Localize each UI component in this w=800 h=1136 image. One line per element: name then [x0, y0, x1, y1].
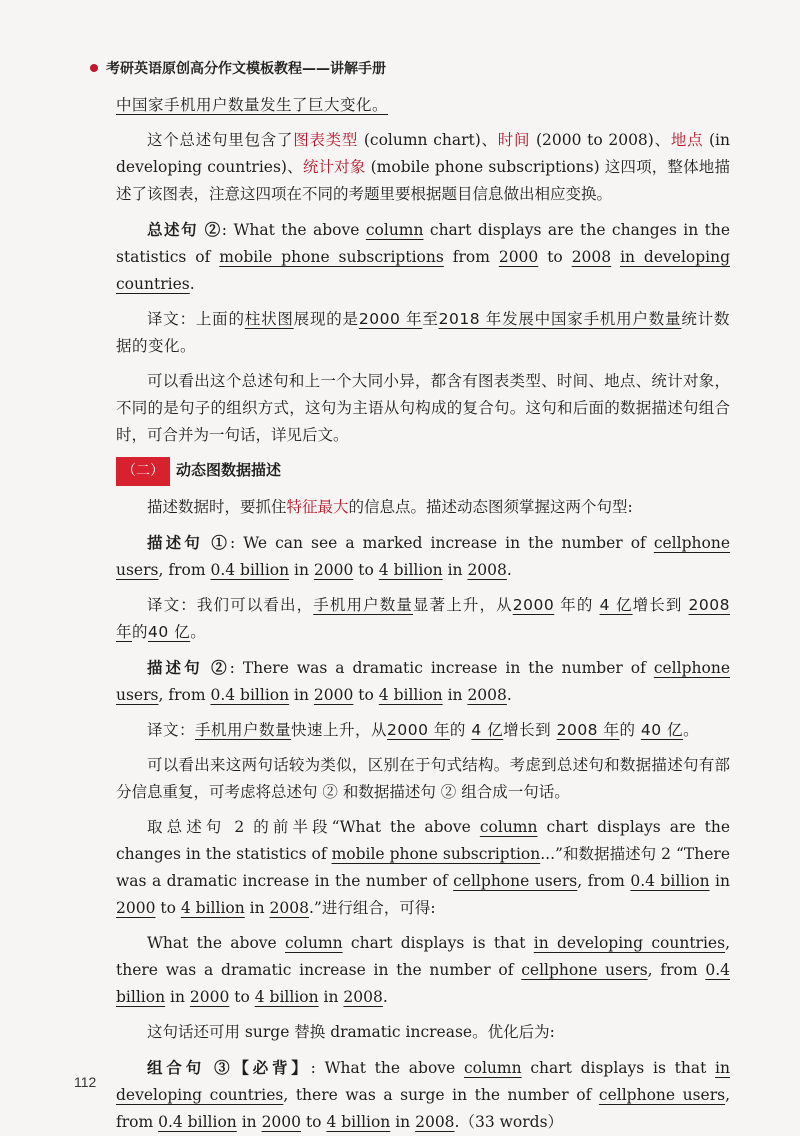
running-head	[106, 58, 730, 78]
explanation-paragraph-6: 这句话还可用 surge 替换 dramatic increase。优化后为:	[147, 1023, 555, 1041]
combined-sentence-3: 组合句 ③【必背】: What the above column chart displays is that in developing countries, there was a surge in the number of cellphone users, from 0.4 billion in 2000 to 4 billion in 2008.（33 words）	[116, 1058, 731, 1131]
page-number: 112	[74, 1074, 97, 1090]
continued-translation-text: 中国家手机用户数量发生了巨大变化。	[116, 96, 389, 114]
key-time: 时间	[497, 131, 531, 149]
section-number-label: （二）	[116, 457, 170, 486]
explanation-paragraph-3: 描述数据时，要抓住特征最大的信息点。描述动态图须掌握这两个句型:	[147, 498, 633, 516]
explanation-paragraph-5: 取总述句 2 的前半段“What the above column chart displays are the changes in the statistics of mobile phone subscription...”和数据描述句 2 “There was a dramatic increase in the number of cellphone users, from 0.4 billion in 2000 to 4 billion in 2008.”进行组合，可得:	[116, 818, 731, 917]
key-largest-feature: 特征最大	[286, 498, 349, 516]
explanation-paragraph-4: 可以看出来这两句话较为类似，区别在于句式结构。考虑到总述句和数据描述句有部分信息重复，可考虑将总述句 ② 和数据描述句 ② 组合成一句话。	[116, 756, 730, 801]
word-count: （33 words）	[459, 1113, 564, 1131]
running-head-title: 考研英语原创高分作文模板教程——讲解手册	[106, 61, 386, 77]
translation-1: 译文：上面的柱状图展现的是2000 年至2018 年发展中国家手机用户数量统计数据的变化。	[116, 310, 730, 355]
description-sentence-2-label: 描述句 ②	[147, 658, 230, 677]
combined-sentence-3-label: 组合句 ③【必背】	[147, 1058, 311, 1077]
description-sentence-2: 描述句 ②: There was a dramatic increase in the number of cellphone users, from 0.4 billion in 2000 to 4 billion in 2008.	[116, 658, 730, 704]
summary-sentence-2: 总述句 ②: What the above column chart displays are the changes in the statistics of mobile phone subscriptions from 2000 to 2008 in developing countries.	[116, 220, 731, 293]
combined-sentence: What the above column chart displays is that in developing countries, there was a dramatic increase in the number of cellphone users, from 0.4 billion in 2000 to 4 billion in 2008.	[116, 934, 730, 1006]
translation-2: 译文：我们可以看出，手机用户数量显著上升，从2000 年的 4 亿增长到 2008 年的40 亿。	[116, 596, 730, 641]
key-subject: 统计对象	[302, 158, 366, 176]
explanation-paragraph-1: 这个总述句里包含了图表类型 (column chart)、时间 (2000 to 2008)、地点 (in developing countries)、统计对象 (mobile phone subscriptions) 这四项，整体地描述了该图表，注意这四项在不同的考题里要根据题目信息做出相应变换。	[116, 131, 730, 203]
description-sentence-1-label: 描述句 ①	[147, 533, 230, 552]
summary-sentence-2-label: 总述句 ②	[147, 220, 222, 239]
explanation-paragraph-2: 可以看出这个总述句和上一个大同小异，都含有图表类型、时间、地点、统计对象，不同的是句子的组织方式，这句为主语从句构成的复合句。这句和后面的数据描述句组合时，可合并为一句话，详见后文。	[116, 372, 730, 444]
section-heading	[116, 457, 730, 486]
description-sentence-1: 描述句 ①: We can see a marked increase in the number of cellphone users, from 0.4 billion in 2000 to 4 billion in 2008.	[116, 533, 730, 579]
key-chart-type: 图表类型	[293, 131, 359, 149]
continued-translation	[116, 92, 730, 119]
translation-3: 译文：手机用户数量快速上升，从2000 年的 4 亿增长到 2008 年的 40 亿。	[147, 721, 700, 739]
bullet-dot-icon	[90, 64, 98, 72]
section-title: 动态图数据描述	[176, 461, 282, 479]
key-place: 地点	[670, 131, 704, 149]
